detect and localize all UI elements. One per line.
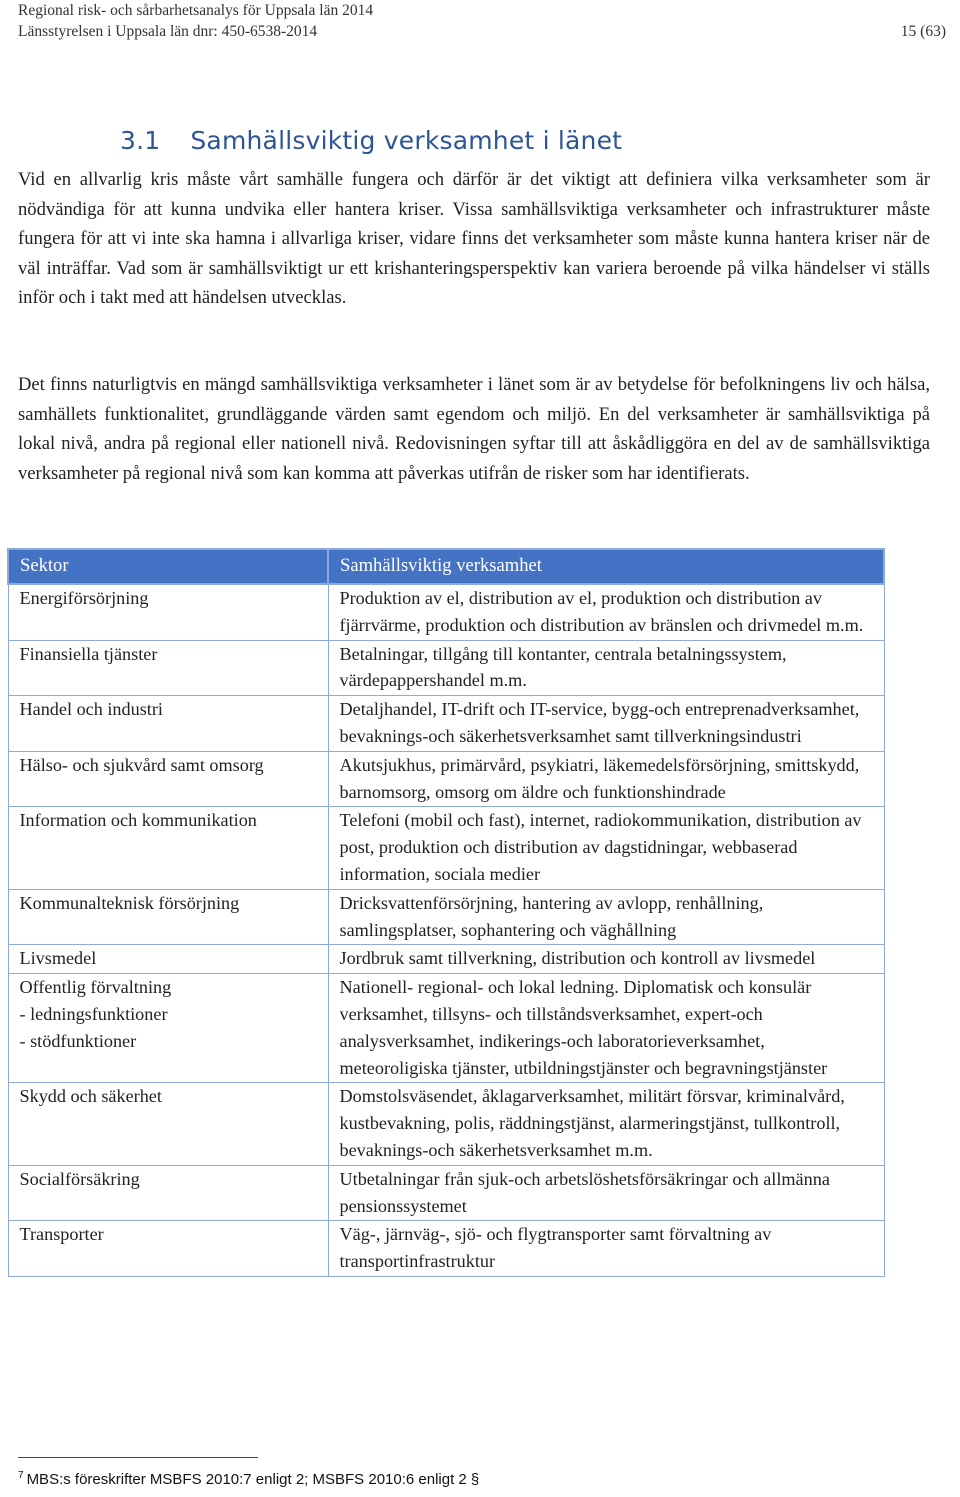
sector-cell: Socialförsäkring — [8, 1165, 328, 1221]
activity-cell: Nationell- regional- och lokal ledning. Diplomatisk och konsulär verksamhet, tillsyns- och tillståndsverksamhet, expert-och analysverksamhet, indikerings-och laboratorieverksamhet, meteoroligiska tjänster, utbildningstjänster och begravningstjänster — [328, 974, 884, 1083]
activity-cell: Utbetalningar från sjuk-och arbetslöshetsförsäkringar och allmänna pensionssystemet — [328, 1165, 884, 1221]
sector-cell-sub: - ledningsfunktioner — [19, 1003, 168, 1024]
activity-cell: Akutsjukhus, primärvård, psykiatri, läkemedelsförsörjning, smittskydd, barnomsorg, omsorg om äldre och funktionshindrade — [328, 751, 884, 807]
header-activity: Samhällsviktig verksamhet — [328, 549, 884, 584]
section-title: Samhällsviktig verksamhet i länet — [190, 126, 623, 155]
activity-cell: Dricksvattenförsörjning, hantering av avlopp, renhållning, samlingsplatser, sophantering och väghållning — [328, 889, 884, 945]
table-row — [8, 1083, 884, 1165]
sector-cell-title: Offentlig förvaltning — [19, 977, 172, 998]
sector-cell: Handel och industri — [8, 696, 328, 752]
table-row — [8, 584, 884, 640]
sector-cell: Skydd och säkerhet — [8, 1083, 328, 1165]
activity-cell: Telefoni (mobil och fast), internet, radiokommunikation, distribution av post, produktion och distribution av dagstidningar, webbaserad information, sociala medier — [328, 807, 884, 889]
table-row — [8, 1221, 884, 1277]
activity-cell: Domstolsväsendet, åklagarverksamhet, militärt försvar, kriminalvård, kustbevakning, polis, räddningstjänst, alarmeringstjänst, tullkontroll, bevaknings-och säkerhetsverksamhet m.m. — [328, 1083, 884, 1165]
table-row — [8, 889, 884, 945]
sector-table — [7, 548, 885, 1277]
sector-cell: Information och kommunikation — [8, 807, 328, 889]
table-row — [8, 974, 884, 1083]
activity-cell: Detaljhandel, IT-drift och IT-service, bygg-och entreprenadverksamhet, bevaknings-och säkerhetsverksamhet samt tillverkningsindustri — [328, 696, 884, 752]
activity-cell: Jordbruk samt tillverkning, distribution och kontroll av livsmedel — [328, 945, 884, 974]
body-paragraph-1: Vid en allvarlig kris måste vårt samhälle fungera och därför är det viktigt att definiera vilka verksamheter som är nödvändiga för att kunna undvika eller hantera kriser. Vissa samhällsviktiga verksamheter och infrastrukturer måste fungera för att vi inte ska hamna i allvarliga kriser, vidare finns det verksamheter som måste kunna hantera kriser när de väl inträffar. Vad som är samhällsviktigt ur ett krishanteringsperspektiv kan variera beroende på vilka händelser vi ställs inför och i takt med att händelsen utvecklas. — [18, 169, 930, 309]
activity-cell: Betalningar, tillgång till kontanter, centrala betalningssystem, värdepappershandel m.m. — [328, 640, 884, 696]
sector-cell: Hälso- och sjukvård samt omsorg — [8, 751, 328, 807]
page-number: 15 (63) — [900, 23, 946, 40]
table-row — [8, 1165, 884, 1221]
table-row — [8, 807, 884, 889]
sector-cell — [8, 974, 328, 1083]
sector-cell-sub: - stödfunktioner — [19, 1030, 137, 1051]
activity-cell: Väg-, järnväg-, sjö- och flygtransporter samt förvaltning av transportinfrastruktur — [328, 1221, 884, 1277]
footnote-divider — [18, 1457, 258, 1458]
footnote-marker: 7 — [18, 1470, 24, 1481]
table-row — [8, 640, 884, 696]
header-sector: Sektor — [8, 549, 328, 584]
sector-cell: Energiförsörjning — [8, 584, 328, 640]
footnote — [18, 1470, 479, 1488]
table-header-row — [8, 549, 884, 584]
sector-cell: Kommunalteknisk försörjning — [8, 889, 328, 945]
body-paragraph-2: Det finns naturligtvis en mängd samhällsviktiga verksamheter i länet som är av betydelse för befolkningens liv och hälsa, samhällets funktionalitet, grundläggande värden samt egendom och miljö. En del verksamheter är samhällsviktiga på lokal nivå, andra på regional eller nationell nivå. Redovisningen syftar till att åskådliggöra en del av de samhällsviktiga verksamheter på regional nivå som kan komma att påverkas utifrån de risker som har identifierats. — [18, 374, 930, 484]
sector-cell: Transporter — [8, 1221, 328, 1277]
footnote-text: MBS:s föreskrifter MSBFS 2010:7 enligt 2; MSBFS 2010:6 enligt 2 § — [26, 1471, 480, 1488]
table-row — [8, 945, 884, 974]
sector-cell: Finansiella tjänster — [8, 640, 328, 696]
header-report-title: Regional risk- och sårbarhetsanalys för Uppsala län 2014 — [18, 2, 374, 19]
section-heading — [120, 126, 622, 155]
activity-cell: Produktion av el, distribution av el, produktion och distribution av fjärrvärme, produktion och distribution av bränslen och drivmedel m.m. — [328, 584, 884, 640]
header-diary-number: Länsstyrelsen i Uppsala län dnr: 450-6538-2014 — [18, 23, 318, 40]
sector-cell: Livsmedel — [8, 945, 328, 974]
table-row — [8, 696, 884, 752]
page-header — [18, 0, 946, 42]
section-number: 3.1 — [120, 126, 161, 155]
table-row — [8, 751, 884, 807]
